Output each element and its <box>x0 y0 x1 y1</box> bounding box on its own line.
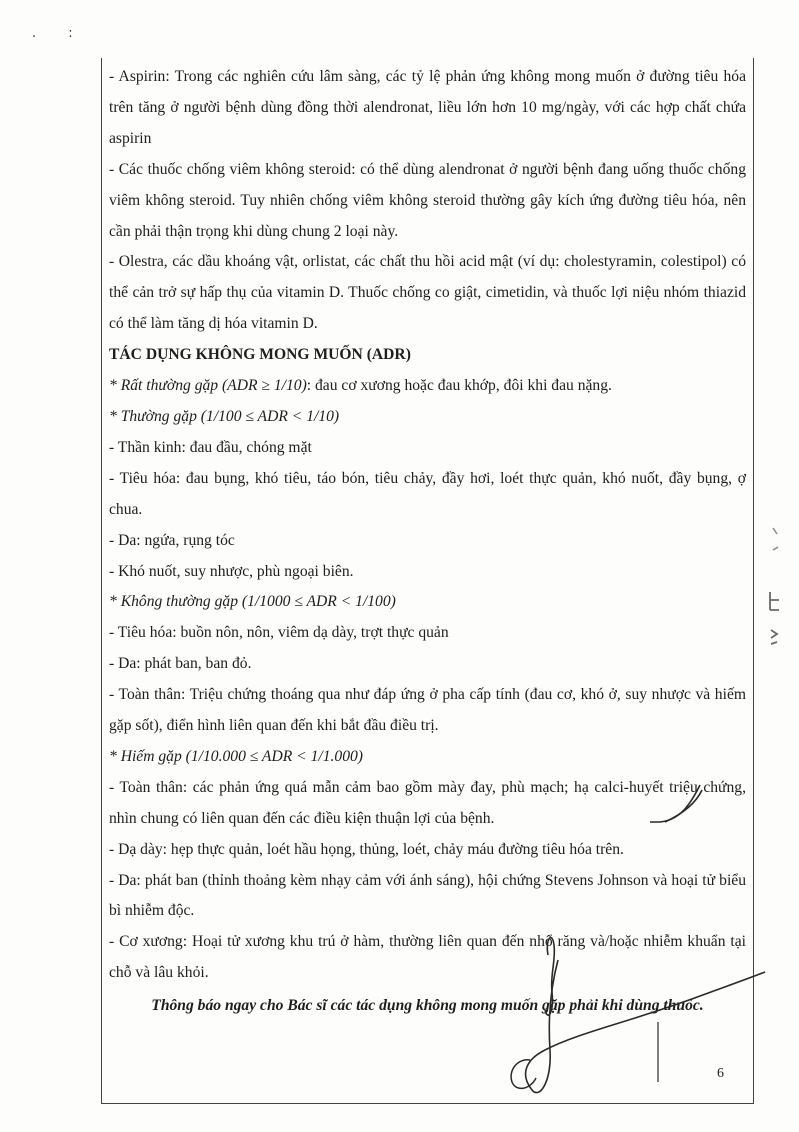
adr-very-common-label: * Rất thường gặp (ADR ≥ 1/10) <box>109 377 307 395</box>
adr-rare-item: - Da: phát ban (thỉnh thoảng kèm nhạy cảm với ánh sáng), hội chứng Stevens Johnson và hoại tử biểu bì nhiễm độc. <box>109 871 746 920</box>
scan-marks: . : <box>32 26 87 41</box>
adr-common-label: * Thường gặp (1/100 ≤ ADR < 1/10) <box>109 407 340 425</box>
adr-heading: TÁC DỤNG KHÔNG MONG MUỐN (ADR) <box>109 346 411 364</box>
adr-common-item: - Thần kinh: đau đầu, chóng mặt <box>109 438 312 456</box>
page-number: 6 <box>717 1066 724 1081</box>
adr-very-common-text: : đau cơ xương hoặc đau khớp, đôi khi đau nặng. <box>306 377 612 395</box>
adr-uncommon-item: - Tiêu hóa: buồn nôn, nôn, viêm dạ dày, trợt thực quản <box>109 624 449 642</box>
signature-icon <box>490 760 770 1110</box>
adr-common-item: - Khó nuốt, suy nhược, phù ngoại biên. <box>109 562 354 580</box>
adr-rare-item: - Dạ dày: hẹp thực quản, loét hầu họng, thủng, loét, chảy máu đường tiêu hóa trên. <box>109 840 624 858</box>
adr-very-common <box>109 371 746 402</box>
adr-uncommon-item: - Toàn thân: Triệu chứng thoáng qua như đáp ứng ở pha cấp tính (đau cơ, khó ở, suy nhược và hiếm gặp sốt), điển hình liên quan đến khi bắt đầu điều trị. <box>109 686 746 735</box>
adr-uncommon-item: - Da: phát ban, ban đỏ. <box>109 655 252 673</box>
paragraph-aspirin: - Aspirin: Trong các nghiên cứu lâm sàng, các tỷ lệ phản ứng không mong muốn ở đường tiêu hóa trên tăng ở người bệnh dùng đồng thời alendronat, liều lớn hơn 10 mg/ngày, với các hợp chất chứa aspirin <box>109 68 746 147</box>
paragraph-olestra: - Olestra, các dầu khoáng vật, orlistat, các chất thu hồi acid mật (ví dụ: cholestyramin, colestipol) có thể cản trở sự hấp thụ của vitamin D. Thuốc chống co giật, cimetidin, và thuốc lợi niệu nhóm thiazid có thể làm tăng dị hóa vitamin D. <box>109 253 746 333</box>
adr-rare-item: - Toàn thân: các phản ứng quá mẫn cảm bao gồm mày đay, phù mạch; hạ calci-huyết triệu chứng, nhìn chung có liên quan đến các điều kiện thuận lợi của bệnh. <box>109 778 746 827</box>
adr-uncommon-label: * Không thường gặp (1/1000 ≤ ADR < 1/100) <box>109 593 396 611</box>
adr-common-item: - Tiêu hóa: đau bụng, khó tiêu, táo bón, tiêu chảy, đầy hơi, loét thực quản, khó nuốt, đầy bụng, ợ chua. <box>109 469 746 518</box>
adr-common-item: - Da: ngứa, rụng tóc <box>109 531 235 549</box>
notice-text: Thông báo ngay cho Bác sĩ các tác dụng không mong muốn gặp phải khi dùng thuốc. <box>151 997 704 1015</box>
paragraph-nsaid: - Các thuốc chống viêm không steroid: có thể dùng alendronat ở người bệnh đang uống thuốc chống viêm không steroid. Tuy nhiên chống viêm không steroid thường gây kích ứng đường tiêu hóa, nên cần phải thận trọng khi dùng chung 2 loại này. <box>109 160 746 240</box>
margin-scribble-icon <box>759 520 789 660</box>
adr-rare-item: - Cơ xương: Hoại tử xương khu trú ở hàm, thường liên quan đến nhổ răng và/hoặc nhiễm khuẩn tại chỗ và lâu khỏi. <box>109 933 746 982</box>
adr-rare-label: * Hiếm gặp (1/10.000 ≤ ADR < 1/1.000) <box>109 747 363 765</box>
